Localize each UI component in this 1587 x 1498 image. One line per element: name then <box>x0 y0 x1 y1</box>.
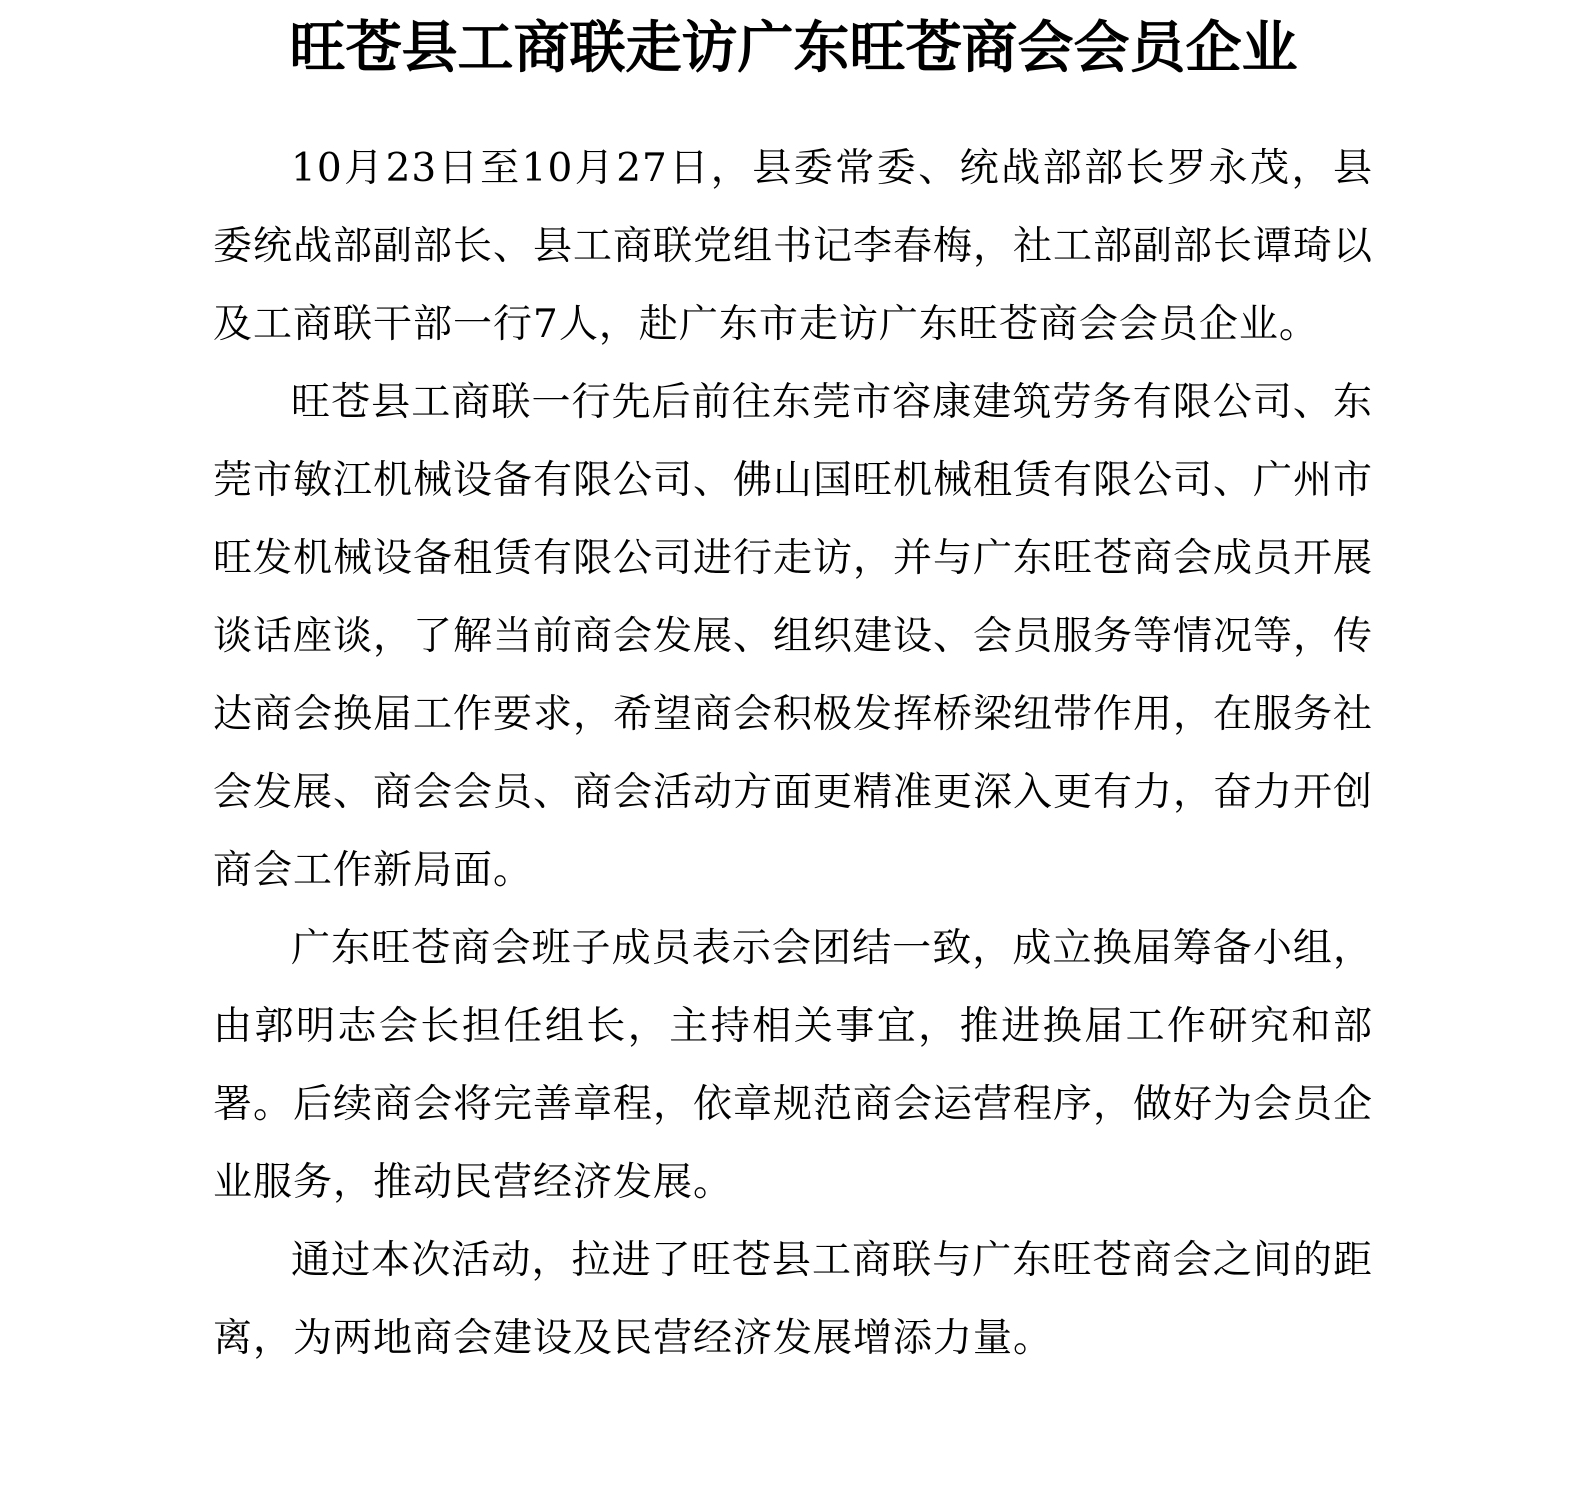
paragraph-visit-overview: 10月23日至10月27日，县委常委、统战部部长罗永茂，县委统战部副部长、县工商联党组书记李春梅，社工部副部长谭琦以及工商联干部一行7人，赴广东市走访广东旺苍商会会员企业。 <box>213 146 1374 347</box>
paragraph-enterprise-visits: 旺苍县工商联一行先后前往东莞市容康建筑劳务有限公司、东莞市敏江机械设备有限公司、佛山国旺机械租赁有限公司、广州市旺发机械设备租赁有限公司进行走访，并与广东旺苍商会成员开展谈话座谈，了解当前商会发展、组织建设、会员服务等情况等，传达商会换届工作要求，希望商会积极发挥桥梁纽带作用，在服务社会发展、商会会员、商会活动方面更精准更深入更有力，奋力开创商会工作新局面。 <box>213 380 1374 893</box>
paragraph-chamber-response: 广东旺苍商会班子成员表示会团结一致，成立换届筹备小组，由郭明志会长担任组长，主持相关事宜，推进换届工作研究和部署。后续商会将完善章程，依章规范商会运营程序，做好为会员企业服务，推动民营经济发展。 <box>213 926 1374 1205</box>
paragraph-conclusion: 通过本次活动，拉进了旺苍县工商联与广东旺苍商会之间的距离，为两地商会建设及民营经济发展增添力量。 <box>213 1238 1373 1361</box>
document-body <box>213 130 1373 1378</box>
document-title: 旺苍县工商联走访广东旺苍商会会员企业 <box>289 15 1298 81</box>
